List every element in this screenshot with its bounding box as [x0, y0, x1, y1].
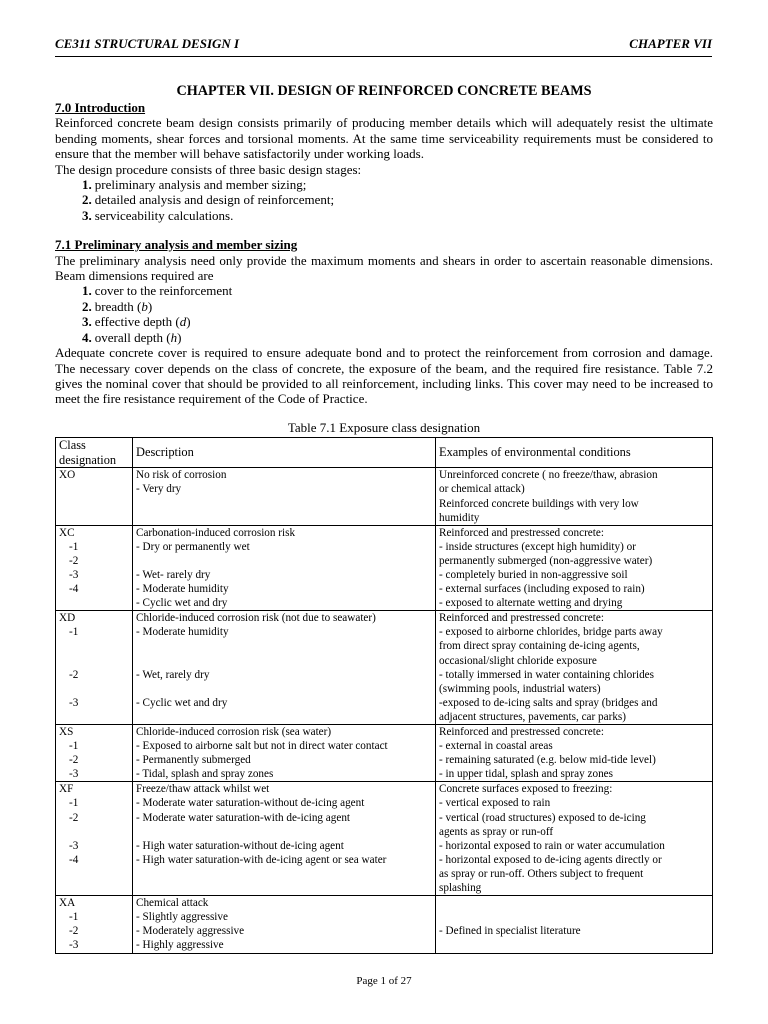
running-header-chapter: CHAPTER VII	[629, 36, 712, 51]
examples-cell	[436, 767, 713, 782]
cell-text: - Wet, rarely dry	[136, 668, 210, 681]
cell-text: Freeze/thaw attack whilst wet	[136, 783, 270, 796]
examples-cell	[436, 482, 713, 496]
description-cell	[133, 739, 436, 753]
cell-text: - Wet- rarely dry	[136, 568, 211, 581]
examples-cell	[436, 497, 713, 511]
cell-text: Concrete surfaces exposed to freezing:	[439, 783, 613, 796]
cell-text: splashing	[439, 882, 482, 895]
description-cell	[133, 554, 436, 568]
examples-cell	[436, 511, 713, 526]
table-row	[56, 782, 713, 797]
prelim-paragraph-2: Adequate concrete cover is required to ensure adequate bond and to protect the reinforcement from corrosion and damage. The necessary cover depends on the class of concrete, the exposure of the beam, and the required fire resistance. Table 7.2 gives the nominal cover that should be provided to all reinforcement, including links. This cover may need to be increased to meet the fire resistance requirement of the Code of Practice.	[55, 345, 713, 407]
list-text: cover to the reinforcement	[94, 283, 233, 299]
list-symbol: h	[170, 329, 178, 345]
cell-text: - Defined in specialist literature	[439, 925, 581, 938]
chapter-title: CHAPTER VII. DESIGN OF REINFORCED CONCRETE BEAMS	[176, 83, 592, 99]
examples-cell	[436, 582, 713, 596]
class-cell	[56, 611, 133, 626]
cell-text: -exposed to de-icing salts and spray (bridges and	[439, 696, 658, 709]
table-caption: Table 7.1 Exposure class designation	[287, 419, 481, 435]
cell-text: - horizontal exposed to de-icing agents directly or	[439, 853, 662, 866]
cell-text: agents as spray or run-off	[439, 825, 554, 838]
cell-text: -3	[69, 568, 79, 581]
examples-cell	[436, 881, 713, 896]
cell-text: Reinforced and prestressed concrete:	[439, 726, 604, 738]
description-cell	[133, 839, 436, 853]
cell-text: -2	[69, 754, 79, 767]
section-gap	[55, 223, 713, 237]
description-cell	[133, 767, 436, 782]
description-cell	[133, 910, 436, 924]
description-cell	[133, 867, 436, 881]
description-cell	[133, 938, 436, 953]
list-item	[82, 192, 713, 207]
examples-cell	[436, 938, 713, 953]
cell-text: - external in coastal areas	[439, 740, 553, 753]
description-cell	[133, 796, 436, 810]
cell-text: - Moderate water saturation-with de-icing agent	[136, 811, 351, 824]
cell-text: -4	[69, 583, 79, 596]
cell-text: XF	[59, 783, 74, 796]
examples-cell	[436, 568, 713, 582]
cell-text: XD	[59, 612, 76, 625]
list-item: 2. breadth (b)	[82, 298, 153, 314]
cell-text: -3	[69, 696, 79, 709]
cell-text: -2	[69, 554, 79, 567]
cell-text: -2	[69, 811, 79, 824]
description-cell	[133, 668, 436, 682]
class-cell	[56, 825, 133, 839]
exposure-class-table	[55, 437, 713, 953]
cell-text: - Slightly aggressive	[136, 911, 228, 924]
cell-text: -3	[69, 768, 79, 781]
class-cell	[56, 639, 133, 653]
list-item	[82, 177, 713, 192]
cell-text: - in upper tidal, splash and spray zones	[439, 768, 613, 781]
class-cell	[56, 725, 133, 740]
class-cell	[56, 896, 133, 911]
list-number: 1.	[82, 283, 92, 299]
cell-text: XA	[59, 897, 76, 910]
examples-cell	[436, 739, 713, 753]
examples-cell	[436, 753, 713, 767]
table-row	[56, 668, 713, 682]
page-number: Page 1 of 27	[356, 975, 412, 987]
table-row	[56, 639, 713, 653]
description-cell	[133, 596, 436, 611]
table-row	[56, 811, 713, 825]
examples-cell	[436, 825, 713, 839]
class-cell	[56, 767, 133, 782]
cell-text: -1	[69, 740, 79, 753]
description-cell	[133, 725, 436, 740]
list-number: 3.	[82, 314, 92, 330]
table-row	[56, 540, 713, 554]
intro-heading: 7.0 Introduction	[55, 100, 146, 115]
examples-cell	[436, 625, 713, 639]
examples-cell	[436, 611, 713, 626]
cell-text: XO	[59, 469, 76, 482]
description-cell	[133, 497, 436, 511]
table-row	[56, 682, 713, 696]
description-cell	[133, 525, 436, 540]
intro-paragraph-1: Reinforced concrete beam design consists primarily of producing member details which will adequately resist the ultimate bending moments, shear forces and torsional moments. At the same time serviceability requirements must be considered to ensure that the member will behave satisfactorily under working loads.	[55, 115, 713, 162]
class-cell	[56, 596, 133, 611]
class-cell	[56, 696, 133, 710]
examples-cell	[436, 696, 713, 710]
description-cell	[133, 639, 436, 653]
list-text: detailed analysis and design of reinforcement;	[94, 192, 335, 208]
description-cell	[133, 710, 436, 725]
table-row	[56, 468, 713, 483]
table-row	[56, 767, 713, 782]
class-cell	[56, 482, 133, 496]
class-cell	[56, 668, 133, 682]
description-cell	[133, 511, 436, 526]
cell-text: - vertical exposed to rain	[439, 797, 551, 810]
cell-text: -1	[69, 797, 79, 810]
cell-text: -1	[69, 911, 79, 924]
class-cell	[56, 511, 133, 526]
table-row	[56, 525, 713, 540]
list-number: 4.	[82, 329, 92, 345]
cell-text: - Cyclic wet and dry	[136, 696, 228, 709]
list-text: effective depth	[94, 314, 173, 330]
description-cell	[133, 625, 436, 639]
header-examples: Examples of environmental conditions	[436, 438, 713, 468]
table-row	[56, 753, 713, 767]
table-row	[56, 739, 713, 753]
examples-cell	[436, 896, 713, 911]
list-text: overall depth	[94, 329, 163, 345]
examples-cell	[436, 910, 713, 924]
table-row	[56, 910, 713, 924]
class-cell	[56, 710, 133, 725]
cell-text: from direct spray containing de-icing agents,	[439, 640, 640, 653]
table-row	[56, 881, 713, 896]
cell-text: - Cyclic wet and dry	[136, 597, 228, 610]
cell-text: XC	[59, 526, 75, 539]
examples-cell	[436, 639, 713, 653]
description-cell	[133, 853, 436, 867]
description-cell	[133, 924, 436, 938]
cell-text: -2	[69, 668, 79, 681]
table-row	[56, 896, 713, 911]
cell-text: -2	[69, 925, 79, 938]
cell-text: - completely buried in non-aggressive soil	[439, 568, 628, 581]
description-cell	[133, 896, 436, 911]
examples-cell	[436, 596, 713, 611]
list-symbol: b	[141, 298, 148, 314]
examples-cell	[436, 468, 713, 483]
examples-cell	[436, 867, 713, 881]
class-cell	[56, 910, 133, 924]
list-text: serviceability calculations.	[94, 207, 234, 223]
cell-text: - horizontal exposed to rain or water accumulation	[439, 839, 665, 852]
description-cell	[133, 682, 436, 696]
examples-cell	[436, 782, 713, 797]
cell-text: -3	[69, 839, 79, 852]
cell-text: -1	[69, 540, 79, 553]
table-row	[56, 554, 713, 568]
cell-text: Reinforced and prestressed concrete:	[439, 526, 604, 539]
cell-text: - Moderately aggressive	[136, 925, 245, 938]
intro-paragraph-2: The design procedure consists of three basic design stages:	[55, 161, 362, 177]
examples-cell	[436, 725, 713, 740]
examples-cell	[436, 710, 713, 725]
table-row	[56, 654, 713, 668]
examples-cell	[436, 525, 713, 540]
description-cell	[133, 568, 436, 582]
class-cell	[56, 839, 133, 853]
cell-text: Carbonation-induced corrosion risk	[136, 526, 296, 539]
cell-text: - totally immersed in water containing chlorides	[439, 668, 654, 681]
class-cell	[56, 582, 133, 596]
cell-text: - vertical (road structures) exposed to de-icing	[439, 811, 646, 824]
cell-text: Chemical attack	[136, 897, 209, 910]
class-cell	[56, 867, 133, 881]
cell-text: Unreinforced concrete ( no freeze/thaw, abrasion	[439, 469, 658, 482]
examples-cell	[436, 796, 713, 810]
table-header-row	[56, 438, 713, 468]
description-cell	[133, 696, 436, 710]
class-cell	[56, 924, 133, 938]
description-cell	[133, 582, 436, 596]
table-row	[56, 839, 713, 853]
list-symbol: d	[179, 314, 187, 330]
description-cell	[133, 540, 436, 554]
cell-text: or chemical attack)	[439, 483, 525, 496]
cell-text: - exposed to alternate wetting and drying	[439, 597, 623, 610]
list-number: 1.	[82, 177, 92, 193]
cell-text: - Very dry	[136, 483, 182, 496]
table-row	[56, 596, 713, 611]
prelim-heading: 7.1 Preliminary analysis and member sizing	[55, 237, 298, 253]
description-cell	[133, 611, 436, 626]
table-row	[56, 938, 713, 953]
cell-text: - Moderate humidity	[136, 626, 229, 639]
examples-cell	[436, 839, 713, 853]
class-cell	[56, 739, 133, 753]
class-cell	[56, 782, 133, 797]
class-cell	[56, 654, 133, 668]
cell-text: - High water saturation-without de-icing agent	[136, 839, 344, 852]
class-cell	[56, 811, 133, 825]
cell-text: -3	[69, 939, 79, 952]
cell-text: Chloride-induced corrosion risk (not due to seawater)	[136, 612, 376, 625]
list-item	[82, 208, 713, 223]
cell-text: - Dry or permanently wet	[136, 540, 250, 553]
list-item	[82, 283, 713, 298]
table-row	[56, 611, 713, 626]
list-text: breadth	[94, 298, 134, 314]
examples-cell	[436, 811, 713, 825]
class-cell	[56, 881, 133, 896]
cell-text: - remaining saturated (e.g. below mid-tide level)	[439, 754, 656, 767]
header-rule	[55, 56, 712, 57]
table-row	[56, 582, 713, 596]
cell-text: as spray or run-off. Others subject to frequent	[439, 867, 644, 880]
description-cell	[133, 825, 436, 839]
description-cell	[133, 753, 436, 767]
table-row	[56, 497, 713, 511]
list-number: 3.	[82, 207, 92, 223]
cell-text: - inside structures (except high humidity) or	[439, 540, 636, 553]
examples-cell	[436, 654, 713, 668]
table-body	[56, 468, 713, 953]
table-row	[56, 568, 713, 582]
cell-text: permanently submerged (non-aggressive water)	[439, 554, 653, 567]
examples-cell	[436, 540, 713, 554]
class-cell	[56, 796, 133, 810]
cell-text: - High water saturation-with de-icing agent or sea water	[136, 853, 387, 866]
class-cell	[56, 554, 133, 568]
list-item: 3. effective depth (d)	[82, 314, 191, 330]
header-description: Description	[133, 438, 436, 468]
table-row	[56, 482, 713, 496]
examples-cell	[436, 668, 713, 682]
cell-text: - Moderate water saturation-without de-icing agent	[136, 797, 365, 810]
prelim-paragraph-1: The preliminary analysis need only provide the maximum moments and shears in order to ascertain reasonable dimensions. Beam dimensions required are	[55, 252, 713, 284]
class-cell	[56, 525, 133, 540]
class-cell	[56, 568, 133, 582]
description-cell	[133, 468, 436, 483]
table-row	[56, 696, 713, 710]
table-row	[56, 625, 713, 639]
cell-text: - Moderate humidity	[136, 583, 229, 596]
cell-text: - exposed to airborne chlorides, bridge parts away	[439, 626, 663, 639]
examples-cell	[436, 853, 713, 867]
cell-text: Reinforced concrete buildings with very low	[439, 497, 639, 510]
cell-text: adjacent structures, pavements, car parks)	[439, 710, 626, 723]
table-row	[56, 725, 713, 740]
cell-text: - Exposed to airborne salt but not in direct water contact	[136, 740, 388, 753]
class-cell	[56, 938, 133, 953]
cell-text: - Permanently submerged	[136, 754, 251, 767]
running-header-course: CE311 STRUCTURAL DESIGN I	[55, 36, 240, 51]
class-cell	[56, 497, 133, 511]
table-row	[56, 853, 713, 867]
examples-cell	[436, 924, 713, 938]
header-text: designation	[59, 452, 117, 467]
cell-text: -1	[69, 626, 79, 639]
cell-text: Chloride-induced corrosion risk (sea water)	[136, 726, 332, 738]
cell-text: -4	[69, 853, 79, 866]
examples-cell	[436, 682, 713, 696]
table-row	[56, 796, 713, 810]
description-cell	[133, 482, 436, 496]
page-body	[55, 82, 713, 954]
description-cell	[133, 811, 436, 825]
description-cell	[133, 881, 436, 896]
table-row	[56, 825, 713, 839]
class-cell	[56, 853, 133, 867]
cell-text: - Highly aggressive	[136, 939, 224, 952]
cell-text: - external surfaces (including exposed to rain)	[439, 583, 645, 596]
list-text: preliminary analysis and member sizing;	[94, 177, 307, 193]
table-row	[56, 710, 713, 725]
header-text: Class	[59, 438, 86, 453]
class-cell	[56, 468, 133, 483]
class-cell	[56, 625, 133, 639]
cell-text: (swimming pools, industrial waters)	[439, 682, 601, 695]
class-cell	[56, 753, 133, 767]
class-cell	[56, 682, 133, 696]
examples-cell	[436, 554, 713, 568]
list-item: 4. overall depth (h)	[82, 329, 182, 345]
description-cell	[133, 782, 436, 797]
table-row	[56, 924, 713, 938]
table-row	[56, 867, 713, 881]
description-cell	[133, 654, 436, 668]
cell-text: humidity	[439, 511, 480, 524]
header-class-designation	[56, 438, 133, 468]
cell-text: - Tidal, splash and spray zones	[136, 768, 274, 781]
list-number: 2.	[82, 298, 92, 314]
class-cell	[56, 540, 133, 554]
table-row	[56, 511, 713, 526]
cell-text: XS	[59, 726, 74, 738]
cell-text: Reinforced and prestressed concrete:	[439, 612, 604, 625]
cell-text: No risk of corrosion	[136, 469, 227, 482]
cell-text: occasional/slight chloride exposure	[439, 654, 597, 667]
list-number: 2.	[82, 192, 92, 208]
